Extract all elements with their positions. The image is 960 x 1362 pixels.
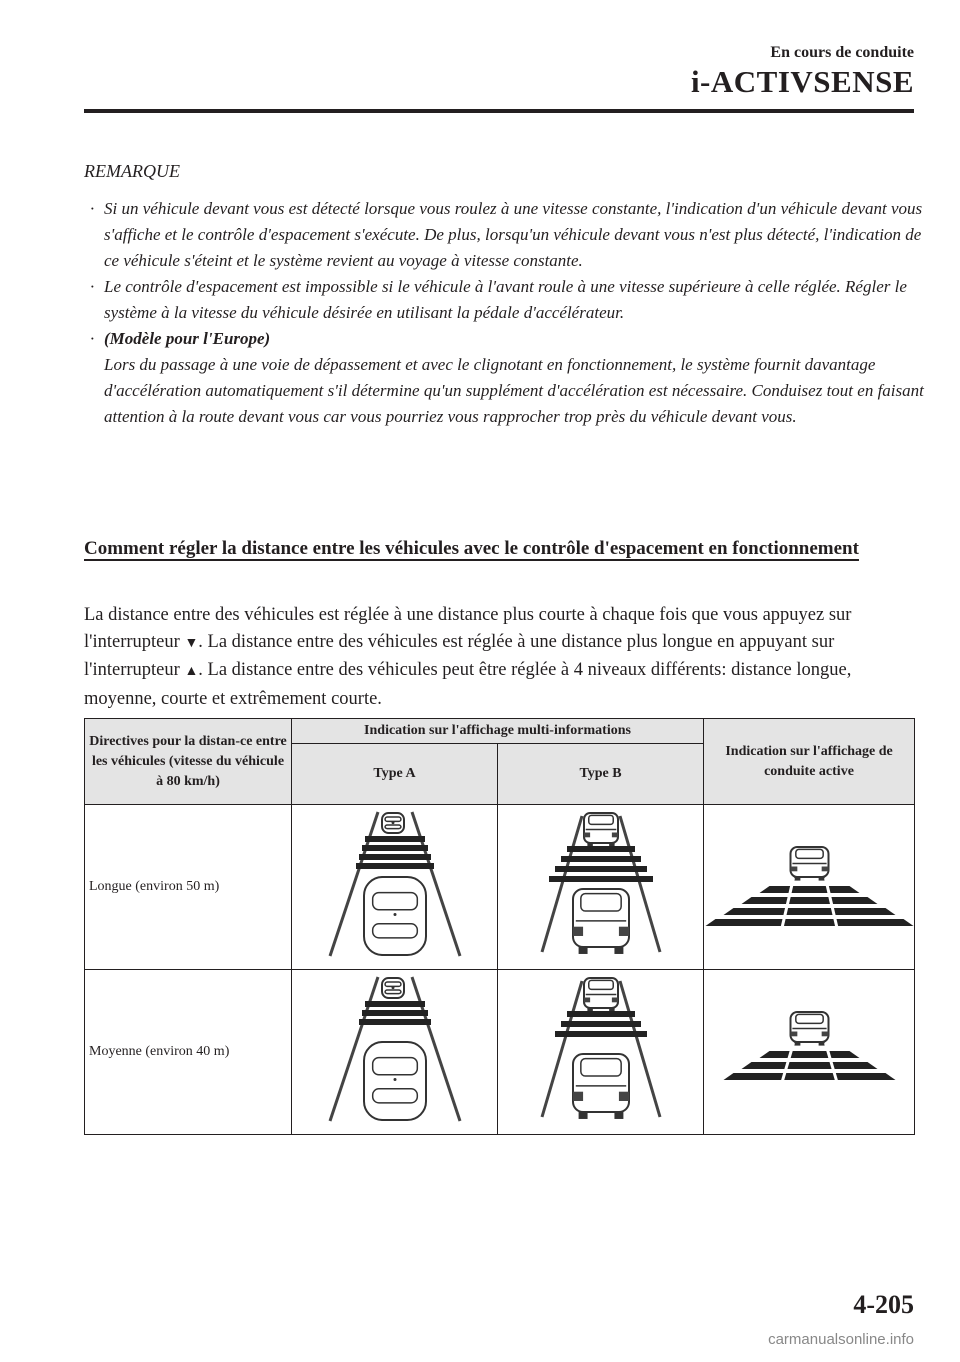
type-b-car-gap-icon: [498, 806, 704, 964]
type-b-medium-illustration: [498, 970, 704, 1135]
distance-bar: [555, 1031, 647, 1037]
distance-bar: [760, 886, 860, 893]
distance-bar: [760, 1051, 860, 1058]
note-text: Si un véhicule devant vous est détecté lorsque vous roulez à une vitesse constante, l'indication d'un véhicule devant vous s'affiche et le contrôle d'espacement s'exécute. De plus, lorsqu'un véhicule devant vous n'est plus détecté, l'indication de ce véhicule s'éteint et le système revient au voyage à vitesse constante.: [104, 199, 923, 270]
section-heading: [84, 536, 904, 562]
col-header-type-a: Type A: [292, 744, 498, 805]
note-text: Lors du passage à une voie de dépassement et avec le clignotant en fonctionnement, le système fournit davantage d'accélération automatiquement s'il détermine qu'un supplément d'accélération est nécessaire. Conduisez tout en faisant attention à la route devant vous car vous pourriez vous rapprocher trop près du véhicule devant vous.: [104, 355, 924, 426]
distance-bar: [555, 866, 647, 872]
bullet-icon: ·: [90, 329, 95, 348]
distance-table: [84, 718, 915, 1135]
note-text: Le contrôle d'espacement est impossible si le véhicule à l'avant roule à une vitesse supérieure à celle réglée. Régler le système à la vitesse du véhicule désirée en utilisant la pédale d'accélérateur.: [104, 277, 907, 322]
note-item: [84, 274, 924, 326]
table-row: [85, 970, 915, 1135]
bullet-icon: ·: [90, 199, 95, 218]
bullet-icon: ·: [90, 277, 95, 296]
col-header-multi-info: Indication sur l'affichage multi-informations: [292, 719, 704, 744]
car-icon: [791, 847, 829, 881]
type-b-long-illustration: [498, 805, 704, 970]
col-header-guidelines: Directives pour la distan-ce entre les véhicules (vitesse du véhicule à 80 km/h): [85, 719, 292, 805]
paragraph-part1: La distance entre des véhicules est réglée à une distance plus courte à chaque fois que vous appuyez sur l'interrupteur: [84, 605, 852, 652]
distance-bar: [706, 919, 914, 926]
distance-bar: [724, 1073, 896, 1080]
distance-bar: [742, 1062, 878, 1069]
note-item: [84, 326, 924, 430]
distance-bar: [724, 908, 896, 915]
type-a-long-illustration: [292, 805, 498, 970]
distance-bar: [365, 1001, 425, 1007]
note-list: [84, 196, 924, 430]
section-heading-text: Comment régler la distance entre les véhicules avec le contrôle d'espacement en fonctionnement: [84, 538, 859, 559]
type-b-car-gap-icon: [498, 971, 704, 1129]
note-prefix: (Modèle pour l'Europe): [104, 329, 271, 348]
distance-bar: [356, 863, 434, 869]
col-header-active-display: Indication sur l'affichage de conduite active: [704, 719, 915, 805]
active-display-medium-illustration: [704, 970, 915, 1135]
paragraph-part3: . La distance entre des véhicules peut être réglée à 4 niveaux différents: distance longue, moyenne, courte et extrêmement courte.: [84, 660, 852, 709]
car-icon: [364, 1042, 426, 1120]
up-triangle-icon: ▲: [184, 664, 199, 679]
car-icon: [382, 978, 404, 998]
type-a-medium-illustration: [292, 970, 498, 1135]
distance-bar: [567, 846, 635, 852]
active-display-car-gap-icon: [704, 971, 915, 1129]
car-icon: [584, 978, 618, 1012]
car-icon: [791, 1012, 829, 1046]
distance-bar: [549, 876, 653, 882]
col-header-type-b: Type B: [498, 744, 704, 805]
type-a-car-gap-icon: [292, 971, 498, 1129]
distance-bar: [365, 836, 425, 842]
body-paragraph: [84, 602, 924, 712]
active-display-long-illustration: [704, 805, 915, 970]
car-icon: [573, 1054, 629, 1119]
watermark: carmanualsonline.info: [768, 1331, 914, 1348]
down-triangle-icon: ▼: [184, 635, 199, 651]
active-display-car-gap-icon: [704, 806, 915, 964]
table-row: [85, 805, 915, 970]
distance-bar: [561, 1021, 641, 1027]
car-icon: [364, 877, 426, 955]
type-a-car-gap-icon: [292, 806, 498, 964]
distance-bar: [359, 854, 431, 860]
row-label: Moyenne (environ 40 m): [85, 970, 292, 1135]
distance-bar: [567, 1011, 635, 1017]
note-item: [84, 196, 924, 274]
note-title: REMARQUE: [84, 161, 180, 181]
page-number: 4-205: [853, 1290, 914, 1319]
header-title: i-ACTIVSENSE: [690, 64, 914, 99]
car-icon: [382, 813, 404, 833]
distance-bar: [362, 845, 428, 851]
distance-bar: [742, 897, 878, 904]
car-icon: [584, 813, 618, 847]
header-rule: [84, 109, 914, 113]
header-section: En cours de conduite: [770, 44, 914, 61]
distance-bar: [362, 1010, 428, 1016]
distance-bar: [561, 856, 641, 862]
car-icon: [573, 889, 629, 954]
paragraph-part2: . La distance entre des véhicules est réglée à une distance plus longue en appuyant sur l'interrupteur: [84, 631, 835, 680]
row-label: Longue (environ 50 m): [85, 805, 292, 970]
distance-bar: [359, 1019, 431, 1025]
